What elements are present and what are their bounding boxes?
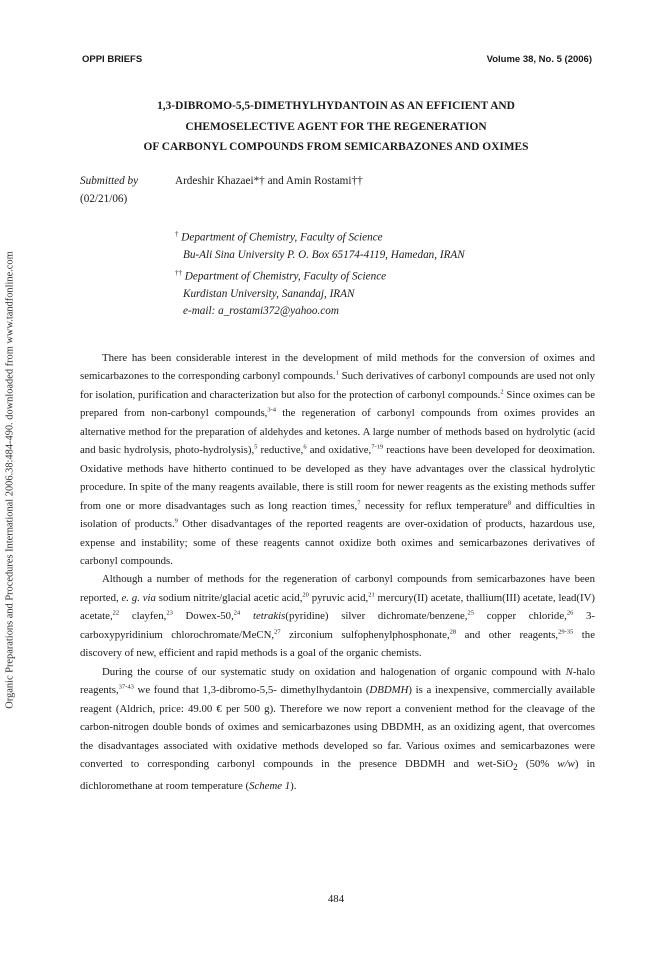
paragraph: There has been considerable interest in the development of mild methods for the conversion of oximes and semicarbazones to the corresponding carbonyl compounds.$^1$ Such derivatives of carbonyl compounds are used not only for isolation, purification and characterization but also for the protection of carbonyl compounds.$^2$ Since oximes can be prepared from non-carbonyl compounds,$^{3-4}$ the regeneration of carbonyl compounds from oximes provides an alternative method for the preparation of aldehydes and ketones. A large number of methods based on hydrolytic (acid and basic hydrolysis, photo-hydrolysis),$^5$ reductive,$^6$ and oxidative,$^{7-19}$ reactions have been developed for deoximation. Oxidative methods have hitherto continued to be developed as they have advantages over the classical hydrolytic procedure. In spite of the many reagents available, there is still room for newer reagents as the existing methods suffer from one or more disadvantages such as long reaction times,$^7$ necessity for reflux temperature$^8$ and difficulties in isolation of products.$^9$ Other disadvantages of the reported reagents are over-oxidation of products, hazardous use, expense and instability; some of these reagents cannot oxidize both oximes and semicarbazones derivatives of carbonyl compounds. xyxy=(80,352,596,567)
submitted-by-label: Submitted by xyxy=(80,175,139,187)
title-line: OF CARBONYL COMPOUNDS FROM SEMICARBAZONES AND OXIMES xyxy=(143,141,529,153)
title-line: 1,3-DIBROMO-5,5-DIMETHYLHYDANTOIN AS AN EFFICIENT AND xyxy=(157,100,515,112)
paragraph: Although a number of methods for the regeneration of carbonyl compounds from semicarbazones have been reported, e. g. via sodium nitrite/glacial acetic acid,$^{20}$ pyruvic acid,$^{21}$ mercury(II) acetate, thallium(III) acetate, lead(IV) acetate,$^{22}$ clayfen,$^{23}$ Dowex-50,24 tetrakis(pyridine) silver dichromate/benzene,$^{25}$ copper chloride,$^{26}$ 3-carboxypyridinium chlorochromate/MeCN,$^{27}$ zirconium sulfophenylphosphonate,$^{28}$ and other reagents,$^{29-35}$ the discovery of new, efficient and rapid methods is a goal of the organic chemists. xyxy=(80,573,596,660)
authors: Ardeshir Khazaei*† and Amin Rostami†† xyxy=(175,175,363,187)
submitted-date: (02/21/06) xyxy=(80,193,128,205)
side-watermark: Organic Preparations and Procedures International 2006.38:484-490. downloaded from www.tandfonline.com xyxy=(4,251,16,709)
page-number: 484 xyxy=(327,893,345,905)
affiliation-line: Kurdistan University, Sanandaj, IRAN xyxy=(183,287,355,300)
affiliation-line: † Department of Chemistry, Faculty of Science xyxy=(175,230,383,244)
affiliations xyxy=(175,226,465,321)
title-line: CHEMOSELECTIVE AGENT FOR THE REGENERATION xyxy=(185,120,487,133)
affiliation-line: †† Department of Chemistry, Faculty of Science xyxy=(175,268,387,283)
running-header-left: OPPI BRIEFS xyxy=(82,54,143,65)
article-title xyxy=(72,96,600,158)
affiliation-line: Bu-Ali Sina University P. O. Box 65174-4119, Hamedan, IRAN xyxy=(183,249,465,262)
running-header-right: Volume 38, No. 5 (2006) xyxy=(486,54,592,65)
paragraph: During the course of our systematic study on oxidation and halogenation of organic compound with N-halo reagents,$^{37-43}$ we found that 1,3-dibromo-5,5- dimethylhydantoin (DBDMH) is a inexpensive, commercially available reagent (Aldrich, price: 49.00 € per 500 g). Therefore we now report a convenient method for the cleavage of the carbon-nitrogen double bonds of oximes and semicarbazones using DBDMH, as an oxidizing agent, that overcomes the disadvantages associated with oxidative methods developed so far. Various oximes and semicarbazones were converted to corresponding carbonyl compounds in the presence DBDMH and wet-SiO$_2$ (50% w/w) in dichloromethane at room temperature (Scheme 1). xyxy=(80,665,595,792)
email-line: e-mail: a_rostami372@yahoo.com xyxy=(183,305,339,318)
article-body xyxy=(80,349,595,795)
